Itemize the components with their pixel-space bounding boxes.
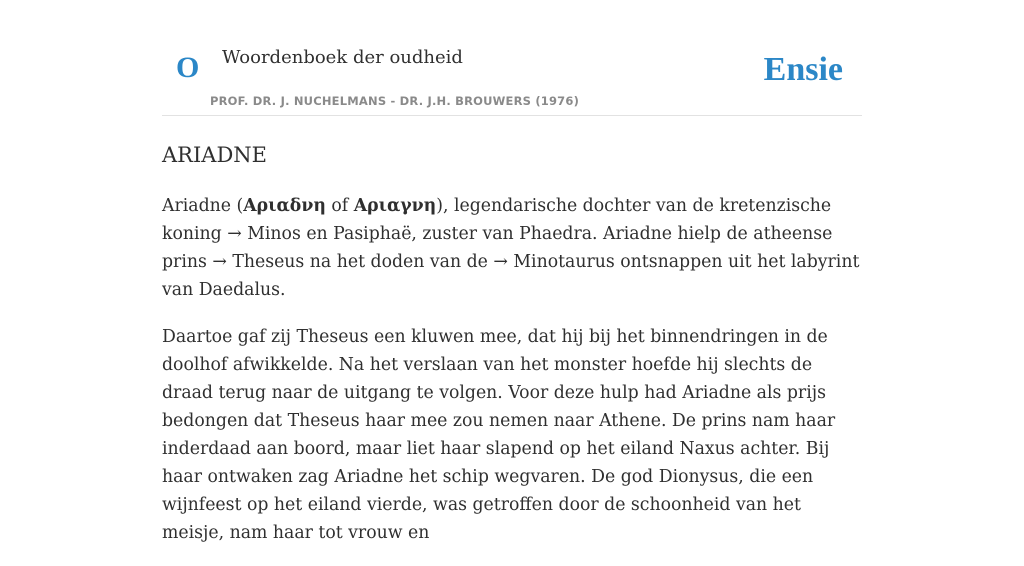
text-fragment: Theseus na het doden van de <box>226 252 494 272</box>
crossref-arrow-icon[interactable]: → <box>227 224 242 244</box>
greek-name-2: Αριαγνη <box>353 196 437 216</box>
text-fragment: Minotaurus ontsnappen uit het labyrint van Daedalus. <box>162 252 860 300</box>
ensie-logo-link[interactable]: Ensie <box>763 51 843 88</box>
text-fragment: Minos en Pasiphaë, zuster van Phaedra. Ariadne hielp de atheense prins <box>162 224 833 272</box>
book-authors: PROF. DR. J. NUCHELMANS - DR. J.H. BROUWERS (1976) <box>210 94 580 108</box>
paragraph-2: Daartoe gaf zij Theseus een kluwen mee, dat hij bij het binnendringen in de doolhof afwikkelde. Na het verslaan van het monster hoefde hij slechts de draad terug naar de uitgang te volgen. Voor deze hulp had Ariadne als prijs bedongen dat Theseus haar mee zou nemen naar Athene. De prins nam haar inderdaad aan boord, maar liet haar slapend op het eiland Naxus achter. Bij haar ontwaken zag Ariadne het schip wegvaren. De god Dionysus, die een wijnfeest op het eiland vierde, was getroffen door de schoonheid van het meisje, nam haar tot vrouw en <box>162 327 836 543</box>
text-fragment: Ariadne ( <box>162 196 244 216</box>
text-fragment: of <box>325 196 354 216</box>
entry-title: ARIADNE <box>162 143 267 167</box>
header <box>162 0 862 116</box>
text-fragment: ), legendarische dochter van de kretenzische koning <box>162 196 832 244</box>
greek-name-1: Αριαδνη <box>243 196 326 216</box>
book-title-link[interactable]: Woordenboek der oudheid <box>222 47 463 68</box>
entry-content <box>162 192 862 566</box>
index-letter-link[interactable]: O <box>176 51 200 84</box>
paragraph-1 <box>162 192 862 304</box>
crossref-arrow-icon[interactable]: → <box>212 252 227 272</box>
crossref-arrow-icon[interactable]: → <box>493 252 508 272</box>
page <box>162 0 862 543</box>
